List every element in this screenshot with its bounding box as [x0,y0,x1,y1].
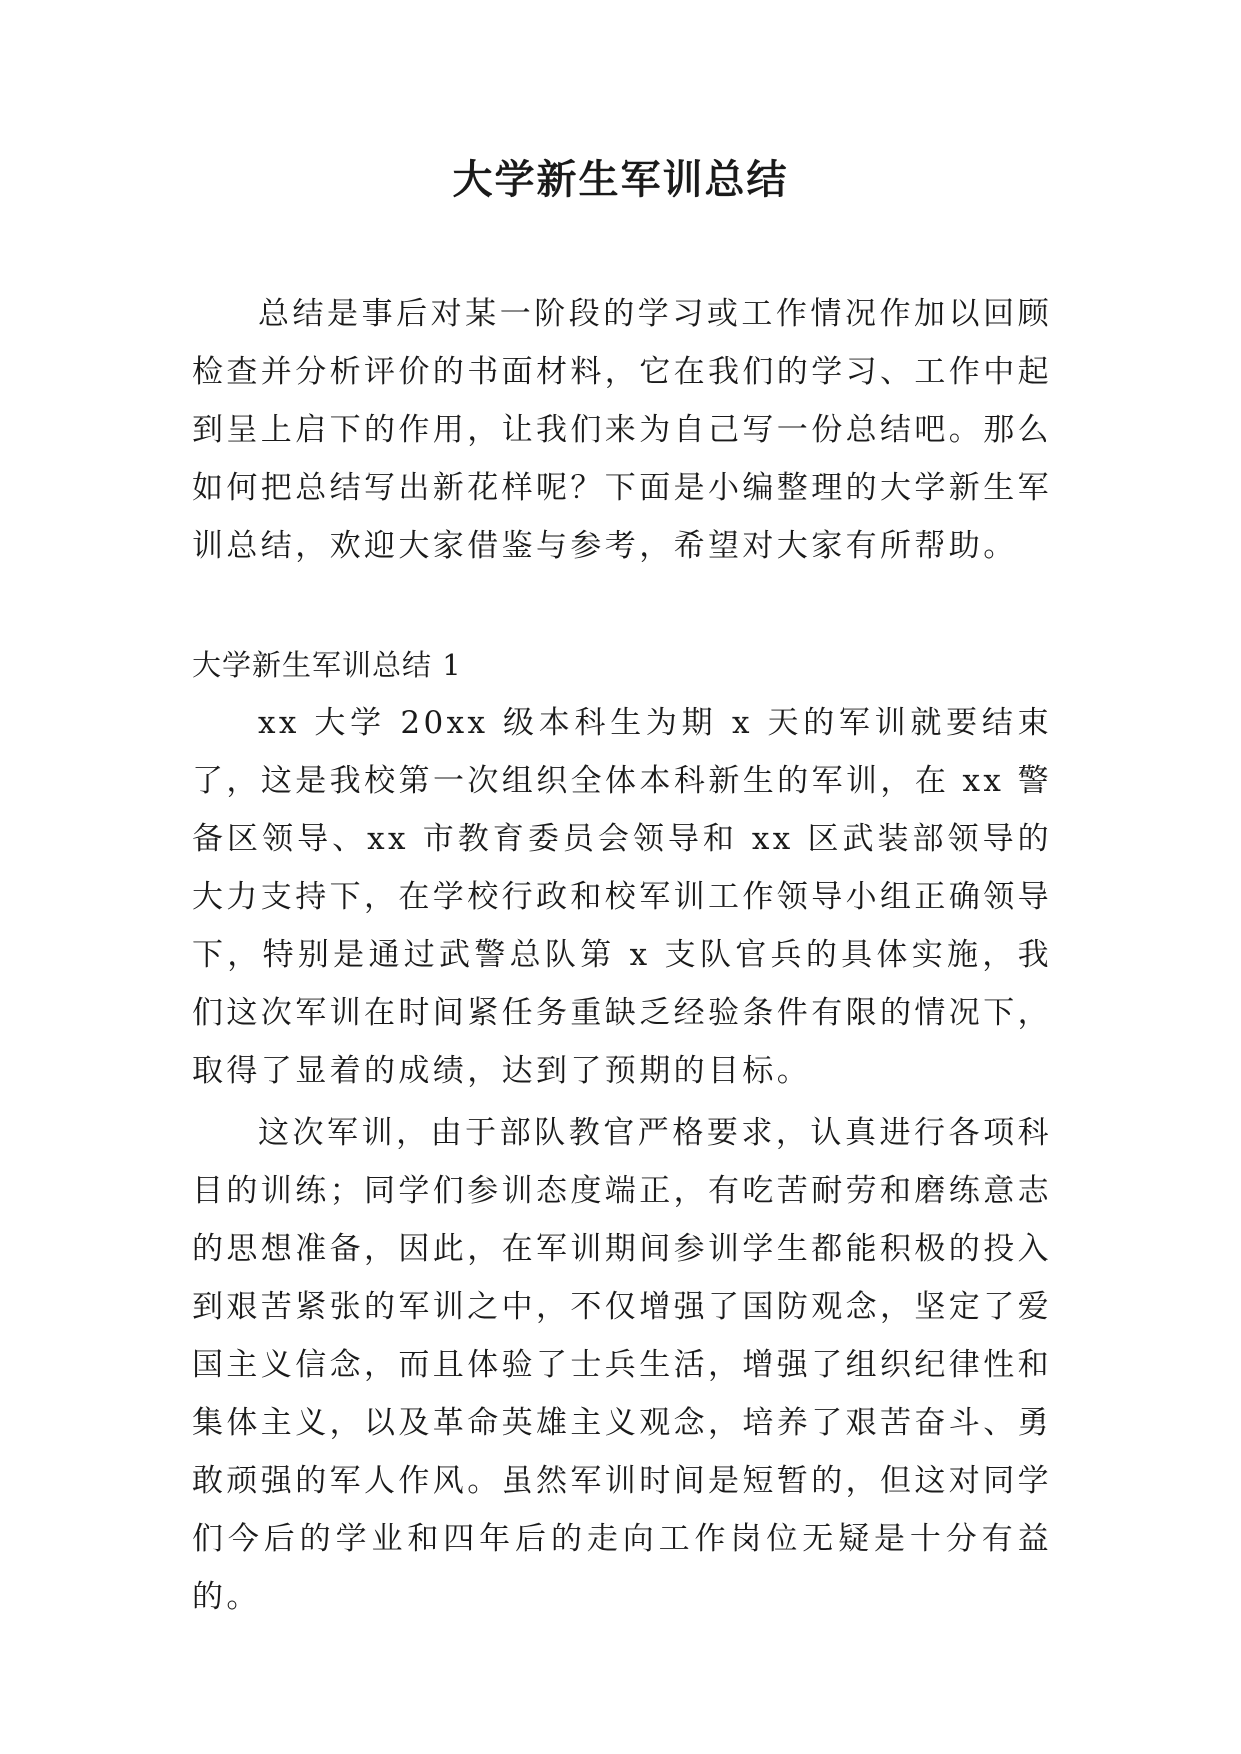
body-paragraph-2: 这次军训，由于部队教官严格要求，认真进行各项科目的训练；同学们参训态度端正，有吃苦耐劳和磨练意志的思想准备，因此，在军训期间参训学生都能积极的投入到艰苦紧张的军训之中，不仅增强了国防观念，坚定了爱国主义信念，而且体验了士兵生活，增强了组织纪律性和集体主义，以及革命英雄主义观念，培养了艰苦奋斗、勇敢顽强的军人作风。虽然军训时间是短暂的，但这对同学们今后的学业和四年后的走向工作岗位无疑是十分有益的。 [192,1115,1052,1615]
body-paragraph-1: xx 大学 20xx 级本科生为期 x 天的军训就要结束了，这是我校第一次组织全体本科新生的军训，在 xx 警备区领导、xx 市教育委员会领导和 xx 区武装部领导的大力支持下，在学校行政和校军训工作领导小组正确领导下，特别是通过武警总队第 x 支队官兵的具体实施，我们这次军训在时间紧任务重缺乏经验条件有限的情况下，取得了显着的成绩，达到了预期的目标。 [192,705,1052,1089]
section-heading: 大学新生军训总结 1 [192,648,462,682]
intro-paragraph: 总结是事后对某一阶段的学习或工作情况作加以回顾检查并分析评价的书面材料，它在我们的学习、工作中起到呈上启下的作用，让我们来为自己写一份总结吧。那么如何把总结写出新花样呢？下面是小编整理的大学新生军训总结，欢迎大家借鉴与参考，希望对大家有所帮助。 [192,296,1052,564]
document-title: 大学新生军训总结 [452,157,789,203]
